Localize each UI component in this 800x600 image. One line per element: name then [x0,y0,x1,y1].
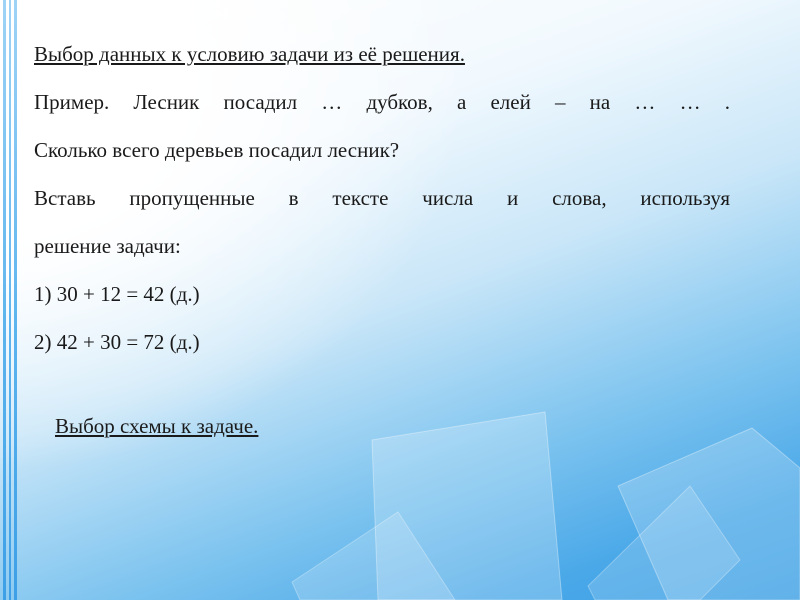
instruction-text-continued: решение задачи: [34,234,181,258]
instruction-text: Вставь пропущенные в тексте числа и слова, используя [34,186,730,210]
solution-step-2: 2) 42 + 30 = 72 (д.) [34,330,200,354]
question-text: Сколько всего деревьев посадил лесник? [34,138,400,162]
scheme-link[interactable]: Выбор схемы к задаче. [55,414,259,438]
slide-content [34,42,730,378]
solution-step-1: 1) 30 + 12 = 42 (д.) [34,282,200,306]
slide-heading: Выбор данных к условию задачи из её решения. [34,42,465,66]
example-text: Пример. Лесник посадил … дубков, а елей – на … … . [34,90,730,114]
